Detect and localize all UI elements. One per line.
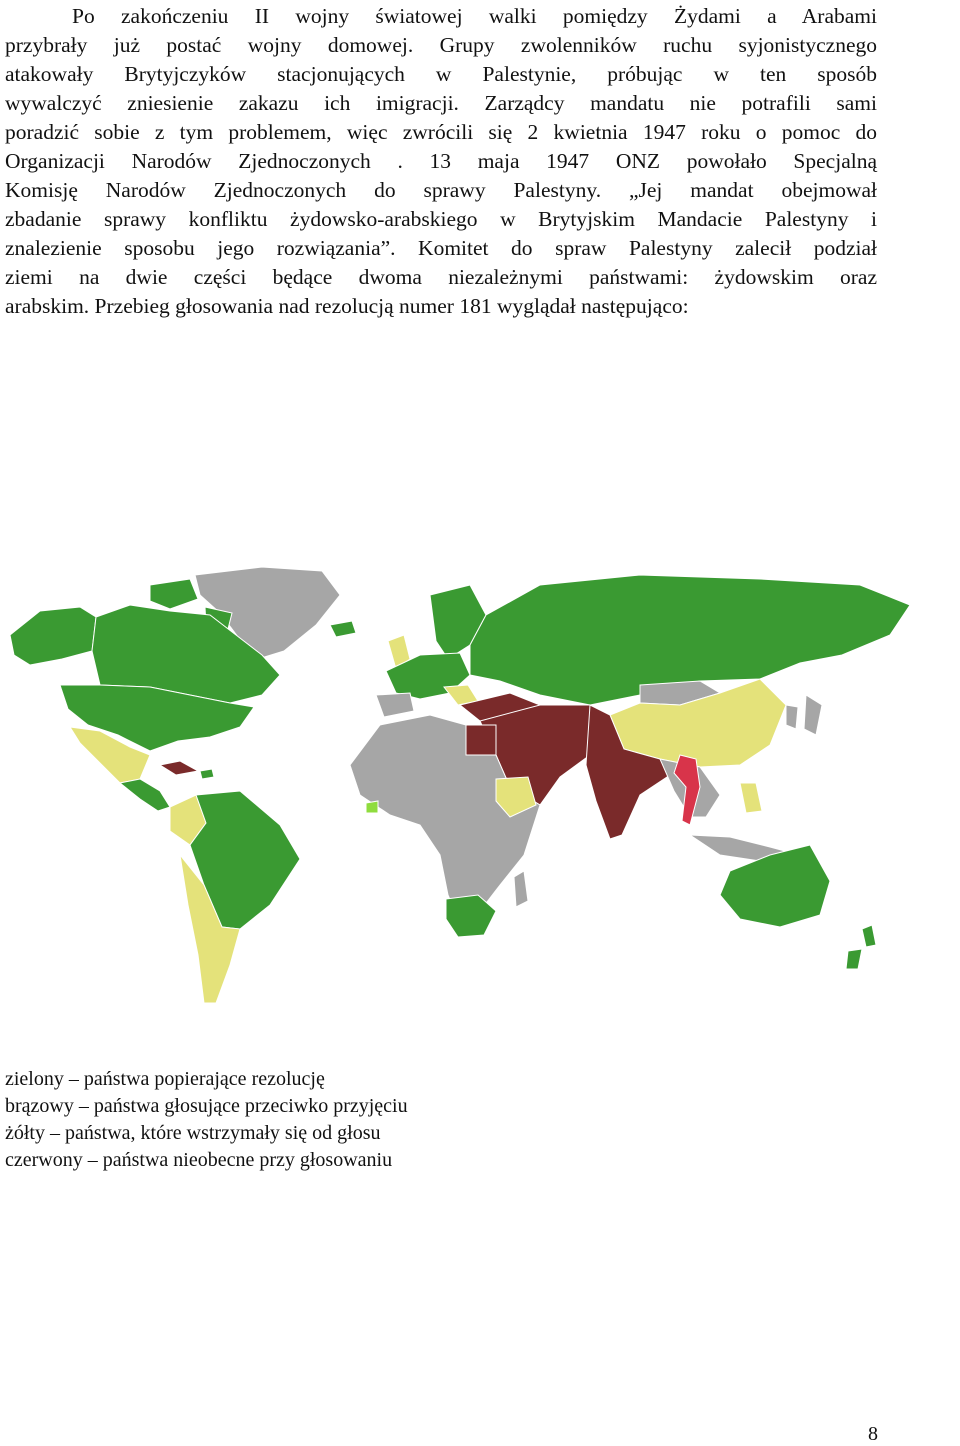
- paragraph-line: arabskim. Przebieg głosowania nad rezolucją numer 181 wyglądał następująco:: [5, 294, 689, 318]
- region-iberia: [376, 693, 414, 717]
- region-south-africa: [446, 895, 496, 937]
- region-new-zealand: [846, 949, 862, 969]
- paragraph-line: poradzić sobie z tym problemem, więc zwrócili się 2 kwietnia 1947 roku o pomoc do: [5, 120, 877, 144]
- paragraph-line: ziemi na dwie części będące dwoma niezależnymi państwami: żydowskim oraz: [5, 265, 877, 289]
- region-egypt: [466, 725, 496, 755]
- paragraph-line: przybrały już postać wojny domowej. Grupy zwolenników ruchu syjonistycznego: [5, 33, 877, 57]
- region-cuba: [160, 761, 198, 775]
- legend-red: czerwony – państwa nieobecne przy głosowaniu: [5, 1149, 393, 1171]
- region-japan: [804, 695, 822, 735]
- region-philippines: [740, 783, 762, 813]
- page-number: 8: [868, 1423, 878, 1445]
- body-paragraph: [5, 2, 877, 321]
- paragraph-line: wywalczyć zniesienie zakazu ich imigracji. Zarządcy mandatu nie potrafili sami: [5, 91, 877, 115]
- region-central-america: [120, 779, 170, 811]
- paragraph-line: Komisję Narodów Zjednoczonych do sprawy Palestyny. „Jej mandat obejmował: [5, 178, 877, 202]
- legend-brown: brązowy – państwa głosujące przeciwko przyjęciu: [5, 1095, 408, 1117]
- paragraph-line: Po zakończeniu II wojny światowej walki pomiędzy Żydami a Arabami: [72, 4, 877, 28]
- paragraph-line: znalezienie sposobu jego rozwiązania”. Komitet do spraw Palestyny zalecił podział: [5, 236, 877, 260]
- region-korea: [786, 705, 798, 729]
- map-legend: [5, 1066, 408, 1174]
- region-arctic-islands: [150, 579, 198, 609]
- region-madagascar: [514, 871, 528, 907]
- paragraph-line: zbadanie sprawy konfliktu żydowsko-arabskiego w Brytyjskim Mandacie Palestyny i: [5, 207, 877, 231]
- legend-yellow: żółty – państwa, które wstrzymały się od głosu: [5, 1122, 381, 1144]
- paragraph-line: atakowały Brytyjczyków stacjonujących w Palestynie, próbując w ten sposób: [5, 62, 877, 86]
- region-iceland: [330, 621, 356, 637]
- legend-green: zielony – państwa popierające rezolucję: [5, 1068, 325, 1090]
- region-caribbean: [200, 769, 214, 779]
- region-alaska: [10, 607, 96, 665]
- world-map-vote-181: [0, 555, 960, 1015]
- paragraph-line: Organizacji Narodów Zjednoczonych . 13 maja 1947 ONZ powołało Specjalną: [5, 149, 877, 173]
- region-new-zealand: [862, 925, 876, 947]
- region-liberia: [366, 801, 378, 813]
